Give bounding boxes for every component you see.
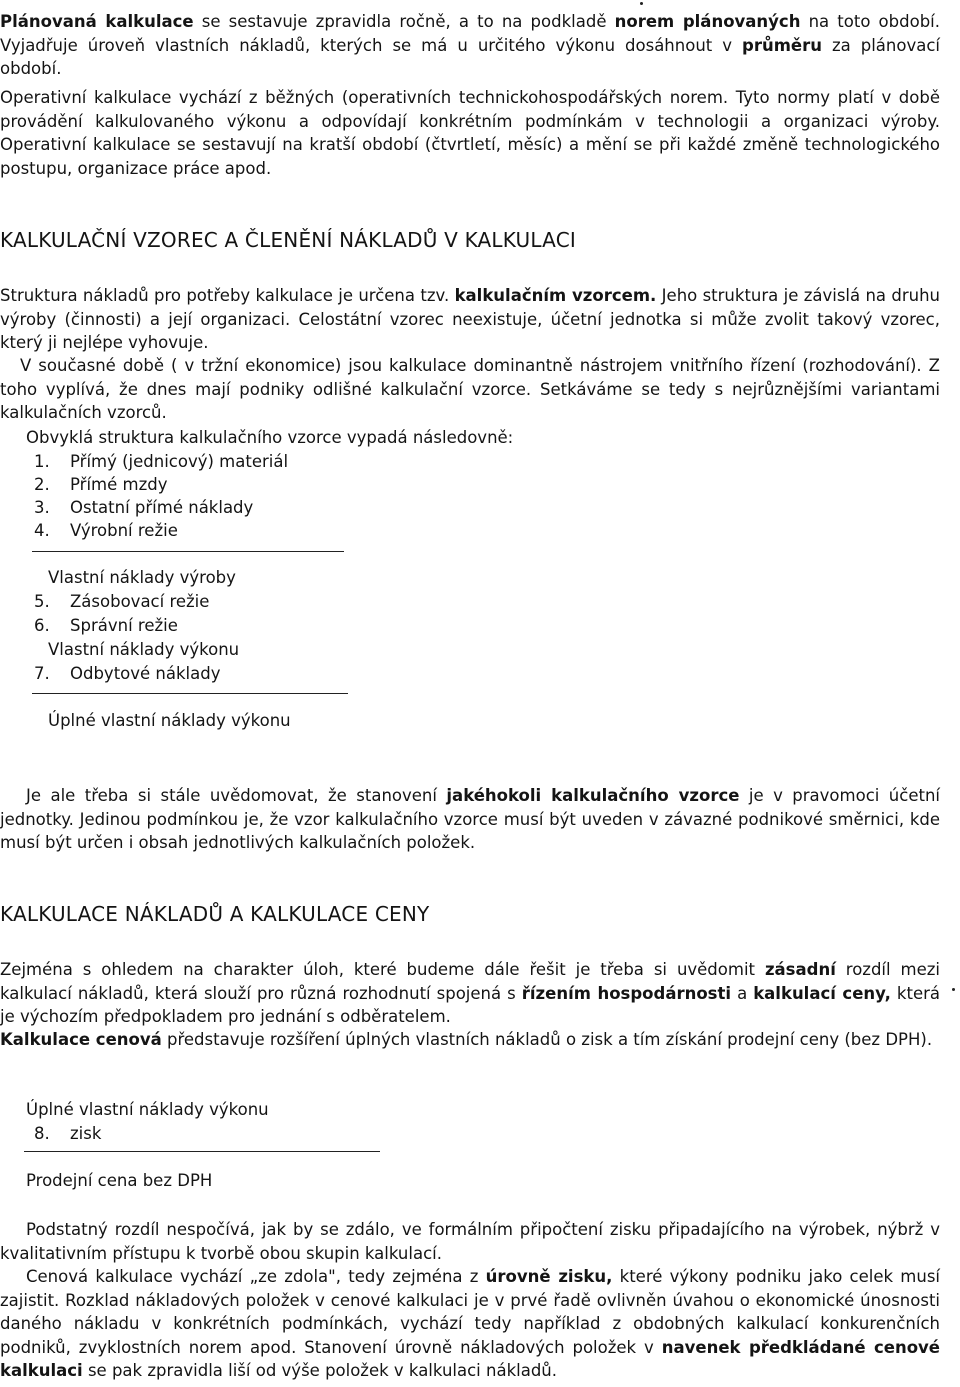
price-calc-full-costs: Úplné vlastní náklady výkonu xyxy=(26,1100,269,1119)
formula-item-2: 2. Přímé mzdy xyxy=(34,475,168,494)
section2-paragraph-price-calc: Kalkulace cenová představuje rozšíření úplných vlastních nákladů o zisk a tím získání prodejní ceny (bez DPH). xyxy=(0,1030,933,1049)
formula-item-4: 4. Výrobní režie xyxy=(34,521,178,540)
section1-paragraph-structure: Struktura nákladů pro potřeby kalkulace je určena tzv. kalkulačním vzorcem. Jeho struktura je závislá na druhu výroby (činnosti) a její organizaci. Celostátní vzorec neexistuje, účetní jednotka si může zvolit takový vzorec, který ji nejlépe vyhovuje. xyxy=(0,286,940,352)
formula-item-5: 5. Zásobovací režie xyxy=(34,592,210,611)
total-rule xyxy=(32,693,348,694)
section1-paragraph-usual: Obvyklá struktura kalkulačního vzorce vypadá následovně: xyxy=(26,428,514,447)
section-heading-costs-and-price: KALKULACE NÁKLADŮ A KALKULACE CENY xyxy=(0,902,430,926)
formula-item-1: 1. Přímý (jednicový) materiál xyxy=(34,452,289,471)
subtotal-production: Vlastní náklady výroby xyxy=(48,568,236,587)
section-heading-formula: KALKULAČNÍ VZOREC A ČLENĚNÍ NÁKLADŮ V KALKULACI xyxy=(0,228,576,252)
price-calc-item-profit: 8. zisk xyxy=(34,1124,102,1143)
intro-paragraph-operative: Operativní kalkulace vychází z běžných (operativních technickohospodářských norem. Tyto normy platí v době provádění kalkulovaného výkonu a odpovídají konkrétním podmínkám v technologii a organizaci výroby. Operativní kalkulace se sestavují na kratší období (čtvrtletí, měsíc) a mění se při každé změně technologického postupu, organizace práce apod. xyxy=(0,88,940,178)
scan-speck xyxy=(952,988,955,991)
price-calc-result: Prodejní cena bez DPH xyxy=(26,1171,213,1190)
formula-item-6: 6. Správní režie xyxy=(34,616,178,635)
subtotal-rule xyxy=(32,551,344,552)
section2-paragraph-bottom-up: Cenová kalkulace vychází „ze zdola", tedy zejména z úrovně zisku, které výkony podniku jako celek musí zajistit. Rozklad nákladových položek v cenové kalkulaci je v prvé řadě ovlivněn úvahou o ekonomické únosnosti daného nákladu v konkrétních podmínkách, vychází tedy například z obdobných kalkulací konkurenčních podniků, zvyklostních norem apod. Stanovení úrovně nákladových položek v navenek předkládané cenové kalkulaci se pak zpravidla liší od výše položek v kalkulaci nákladů. xyxy=(0,1267,940,1380)
total-full-costs: Úplné vlastní náklady výkonu xyxy=(48,711,291,730)
section1-paragraph-authority: Je ale třeba si stále uvědomovat, že stanovení jakéhokoli kalkulačního vzorce je v pravomoci účetní jednotky. Jedinou podmínkou je, že vzor kalkulačního vzorce musí být uveden v závazné podnikové směrnici, kde musí být určen i obsah jednotlivých kalkulačních položek. xyxy=(0,786,940,852)
formula-item-7: 7. Odbytové náklady xyxy=(34,664,221,683)
price-calc-rule xyxy=(24,1151,380,1152)
formula-item-3: 3. Ostatní přímé náklady xyxy=(34,498,254,517)
section2-paragraph-difference: Zejména s ohledem na charakter úloh, které budeme dále řešit je třeba si uvědomit zásadní rozdíl mezi kalkulací nákladů, která slouží pro různá rozhodnutí spojená s řízením hospodárnosti a kalkulací ceny, která je výchozím předpokladem pro jednání s odběratelem. xyxy=(0,960,940,1026)
section2-paragraph-essential: Podstatný rozdíl nespočívá, jak by se zdálo, ve formálním připočtení zisku připadajícího na výrobek, nýbrž v kvalitativním přístupu k tvorbě obou skupin kalkulací. xyxy=(0,1220,940,1263)
subtotal-output: Vlastní náklady výkonu xyxy=(48,640,240,659)
scan-speck xyxy=(640,2,643,5)
intro-paragraph-planned: Plánovaná kalkulace se sestavuje zpravidla ročně, a to na podkladě norem plánovaných na toto období. Vyjadřuje úroveň vlastních nákladů, kterých se má u určitého výkonu dosáhnout v průměru za plánovací období. xyxy=(0,12,941,78)
section1-paragraph-current: V současné době ( v tržní ekonomice) jsou kalkulace dominantně nástrojem vnitřního řízení (rozhodování). Z toho vyplívá, že dnes mají podniky odlišné kalkulační vzorce. Setkáváme se tedy s nejrůznějšími variantami kalkulačních vzorců. xyxy=(0,356,940,422)
